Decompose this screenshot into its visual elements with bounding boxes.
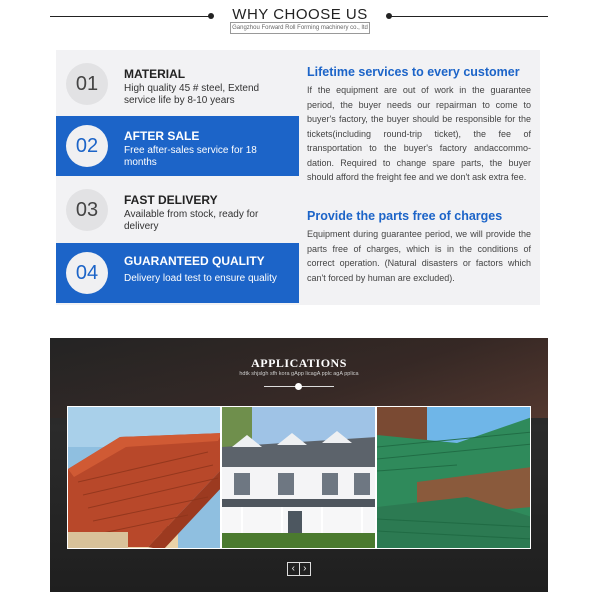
prev-arrow-icon[interactable]: ‹ <box>291 563 295 574</box>
feature-number: 01 <box>66 63 108 105</box>
section-title: WHY CHOOSE US <box>232 6 368 23</box>
feature-title: AFTER SALE <box>124 129 200 143</box>
feature-number: 03 <box>66 189 108 231</box>
green-tile-roof-photo[interactable] <box>376 406 531 549</box>
feature-number: 02 <box>66 125 108 167</box>
service-title: Lifetime services to every customer <box>307 65 520 79</box>
service-body: Equipment during guarantee period, we will provide the parts free of charges, which is in the conditions of correct operation. (Natural disasters or factors which can't forced by human are excluded). <box>307 229 531 283</box>
feature-description: High quality 45 # steel, Extend service life by 8-10 years <box>124 83 260 106</box>
company-subtitle: Gangzhou Forward Roll Forming machinery co., ltd <box>230 22 370 34</box>
red-tile-roof-photo[interactable] <box>67 406 221 549</box>
feature-description: Available from stock, ready for delivery <box>124 209 259 232</box>
service-title: Provide the parts free of charges <box>307 209 503 223</box>
feature-number: 04 <box>66 252 108 294</box>
feature-after-sale <box>56 116 299 176</box>
feature-description: Free after-sales service for 18 months <box>124 145 257 168</box>
feature-title: FAST DELIVERY <box>124 193 218 207</box>
feature-description: Delivery load test to ensure quality <box>124 273 277 284</box>
header-divider-right <box>388 16 548 17</box>
feature-material <box>56 54 299 114</box>
white-house-grey-roof-photo[interactable] <box>221 406 376 549</box>
feature-fast-delivery <box>56 180 299 240</box>
applications-section <box>50 338 548 592</box>
feature-title: MATERIAL <box>124 67 186 81</box>
service-free-parts <box>307 209 531 285</box>
feature-title: GUARANTEED QUALITY <box>124 254 265 268</box>
service-body: If the equipment are out of work in the guarantee period, the buyer needs our repairman to come to buyer's factory, the buyer should be responsible for the tickets(including round-trip ticket), the fee of transportation to the buyer's factory andaccommo-dation. Required to change spare parts, the buyer should afford the freight fee and we don't ask extra fee. <box>307 85 531 182</box>
service-lifetime <box>307 65 531 185</box>
applications-divider-dot <box>295 383 302 390</box>
next-arrow-icon[interactable]: › <box>299 563 311 575</box>
applications-title: APPLICATIONS <box>251 356 347 370</box>
feature-guaranteed-quality <box>56 243 299 303</box>
applications-subtitle: hdtk shjslgh sfh kora gApp licagA pplc agA pplica <box>239 371 359 377</box>
carousel-nav <box>287 562 311 576</box>
